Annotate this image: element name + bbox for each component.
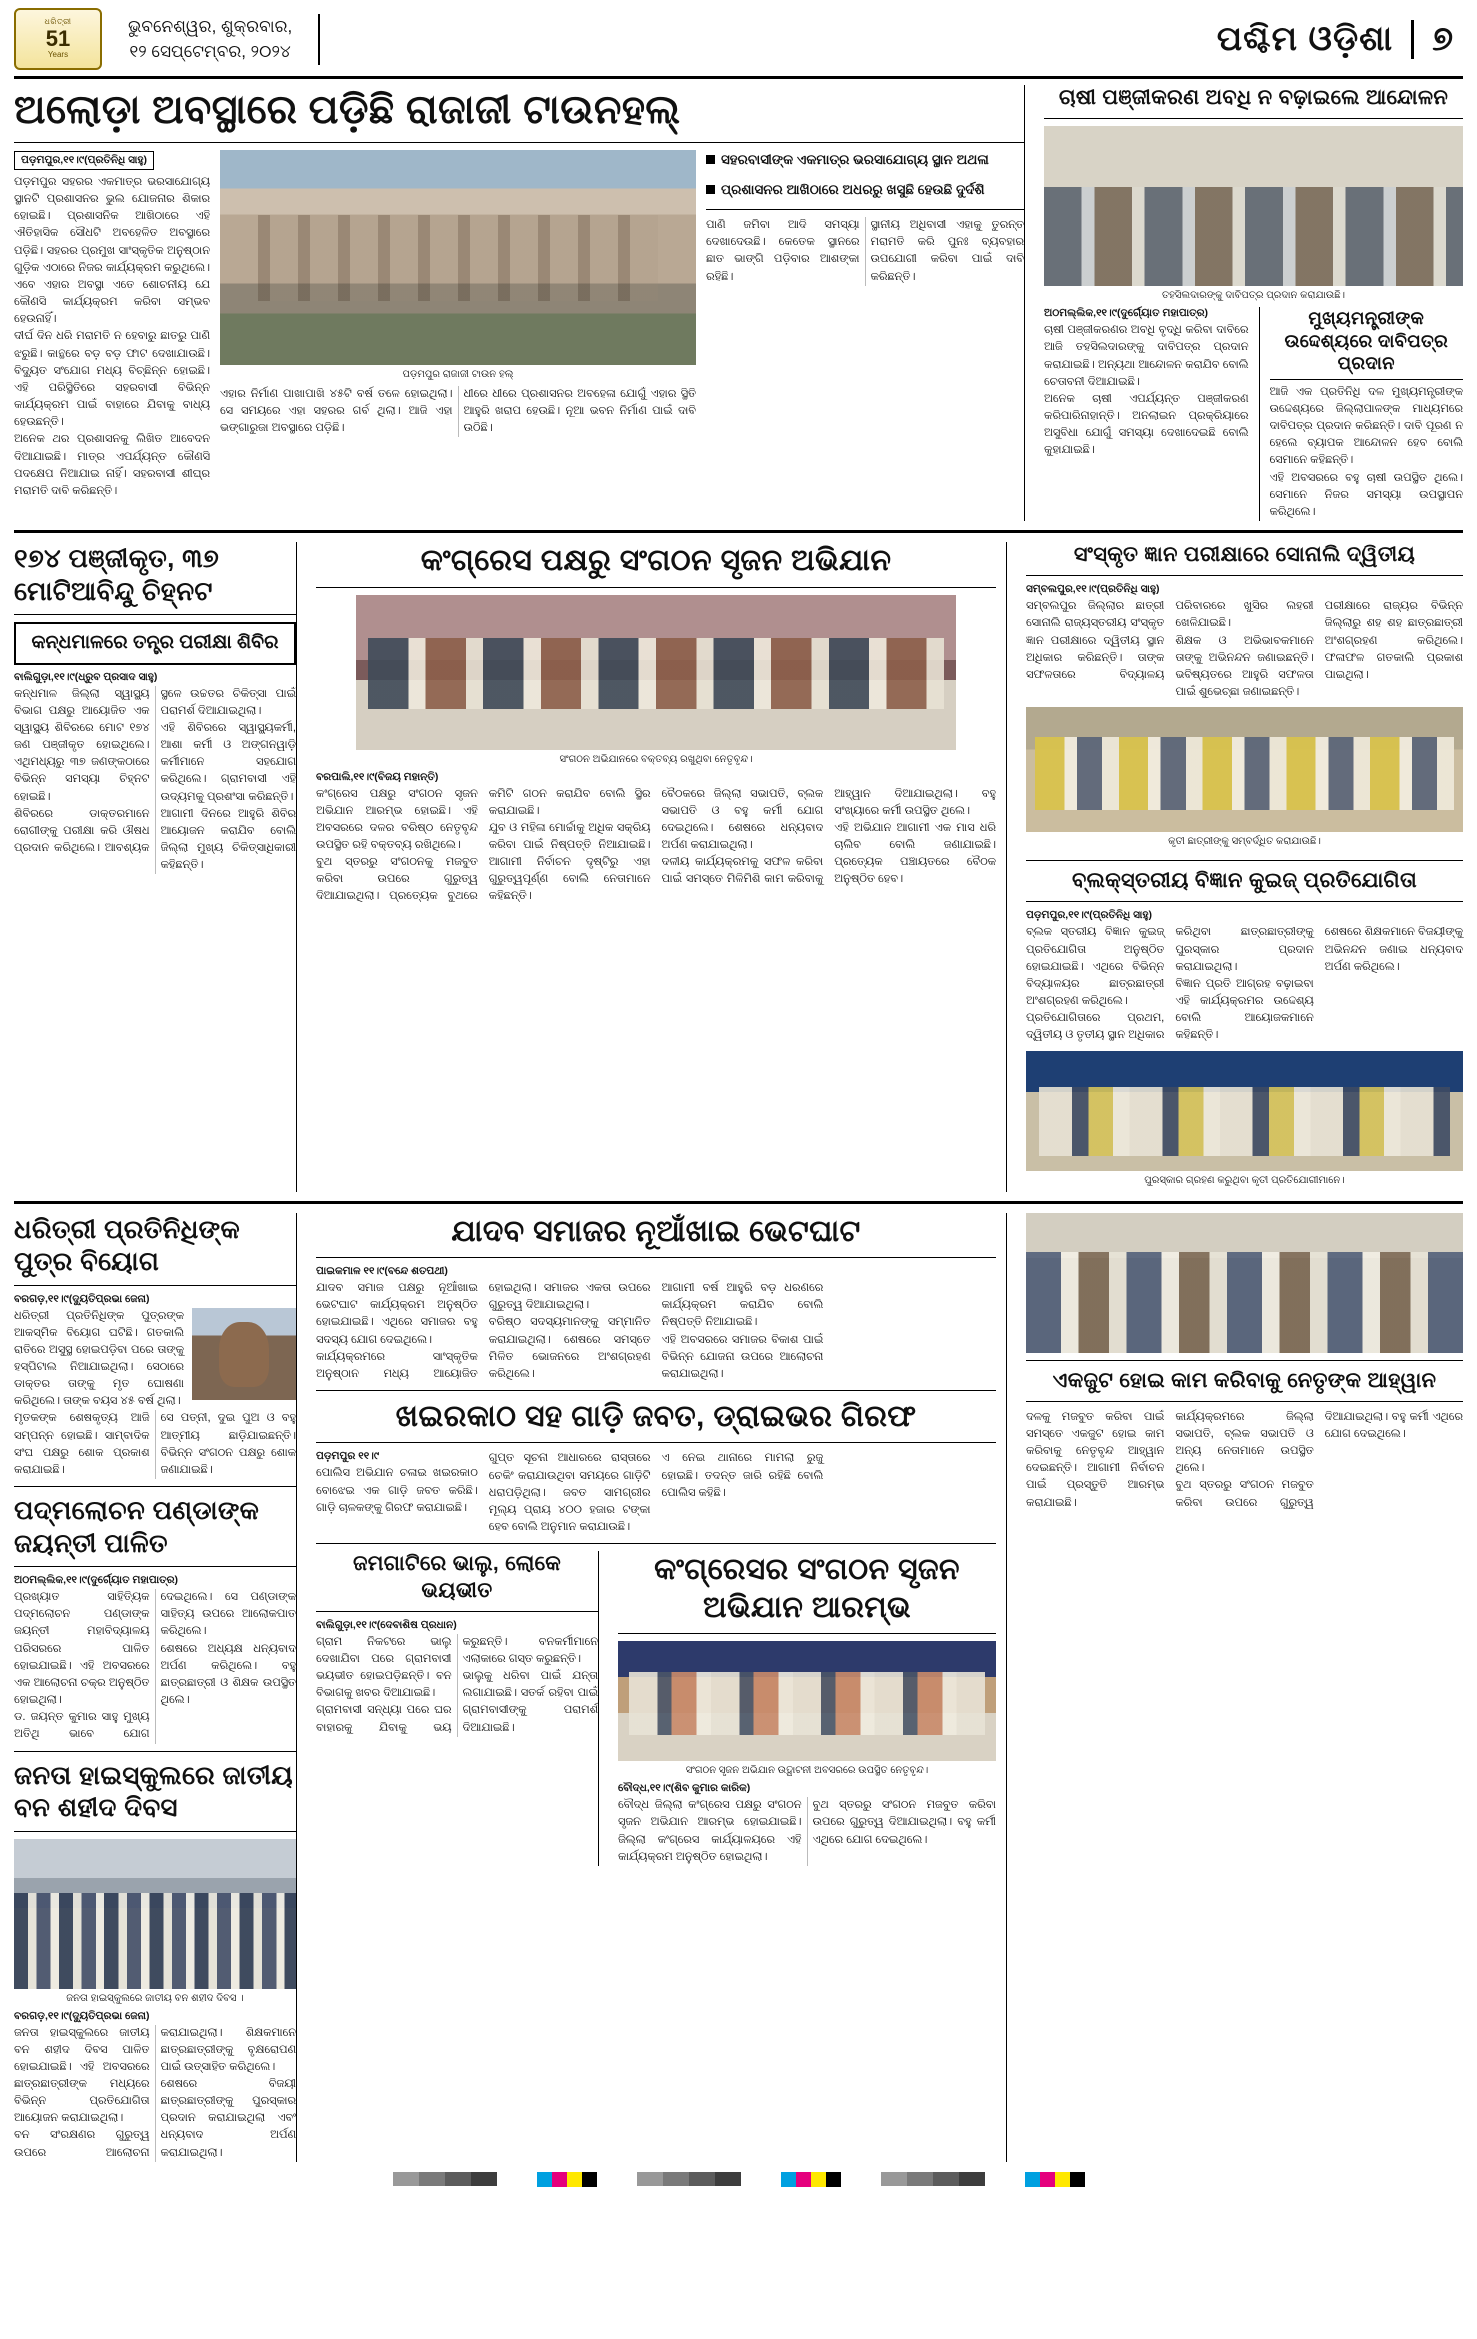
color-swatches-3 bbox=[1025, 2172, 1085, 2187]
column-rule bbox=[1006, 1213, 1016, 2162]
gray-ramp bbox=[393, 2172, 497, 2186]
obituary-para-1: ଧରିତ୍ରୀ ପ୍ରତିନିଧିଙ୍କ ପୁତ୍ରଙ୍କ ଆକସ୍ମିକ ବିୟୋଗ ଘଟିଛି। ଗତକାଲି ରାତିରେ ଅସୁସ୍ଥ ହୋଇପଡ଼ିବା ପରେ ତାଙ୍କୁ ହସ୍ପିଟାଲ ନିଆଯାଇଥିଲା। ସେଠାରେ ଡାକ୍ତର ତାଙ୍କୁ ମୃତ ଘୋଷଣା କରିଥିଲେ। ତାଙ୍କ ବୟସ ୪୫ ବର୍ଷ ଥିଲା। bbox=[14, 1309, 184, 1408]
seizure-dateline: ପଡ଼ମପୁର ୧୧।୯ bbox=[316, 1450, 380, 1463]
farmer-headline: ଚାଷୀ ପଞ୍ଜୀକରଣ ଅବଧି ନ ବଢ଼ାଇଲେ ଆନ୍ଦୋଳନ bbox=[1058, 86, 1449, 109]
farmer-photo bbox=[1044, 126, 1463, 286]
health-camp-para-2: ଶିବିରରେ ଡାକ୍ତରମାନେ ରୋଗୀଙ୍କୁ ପରୀକ୍ଷା କରି ଔଷଧ ପ୍ରଦାନ କରିଥିଲେ। ଆବଶ୍ୟକ ସ୍ଥଳେ ଉଚ୍ଚତର ଚିକିତ୍ସା ପାଇଁ ପରାମର୍ଶ ଦିଆଯାଇଥିଲା। bbox=[14, 687, 296, 855]
janata-school-para-3: ଶେଷରେ ବିଜୟୀ ଛାତ୍ରଛାତ୍ରୀଙ୍କୁ ପୁରସ୍କାର ପ୍ରଦାନ କରାଯାଇଥିଲା ଏବଂ ଧନ୍ୟବାଦ ଅର୍ପଣ କରାଯାଇଥିଲା। bbox=[160, 2077, 296, 2159]
logo-title: ଧରିତ୍ରୀ bbox=[44, 17, 72, 27]
ekjut-para-3: ବୁଥ ସ୍ତରରୁ ସଂଗଠନ ମଜବୁତ କରିବା ଉପରେ ଗୁରୁତ୍ୱ ଦିଆଯାଇଥିଲା। ବହୁ କର୍ମୀ ଏଥିରେ ଯୋଗ ଦେଇଥିଲେ। bbox=[1175, 1410, 1463, 1509]
science-quiz-para-2: ପ୍ରତିଯୋଗିତାରେ ପ୍ରଥମ, ଦ୍ୱିତୀୟ ଓ ତୃତୀୟ ସ୍ଥାନ ଅଧିକାର କରିଥିବା ଛାତ୍ରଛାତ୍ରୀଙ୍କୁ ପୁରସ୍କାର ପ୍ରଦାନ କରାଯାଇଥିଲା। bbox=[1026, 926, 1314, 1042]
yadav-para-3: ବରିଷ୍ଠ ସଦସ୍ୟମାନଙ୍କୁ ସମ୍ମାନିତ କରାଯାଇଥିଲା। ଶେଷରେ ସମସ୍ତେ ମିଳିତ ଭୋଜନରେ ଅଂଶଗ୍ରହଣ କରିଥିଲେ। bbox=[488, 1316, 651, 1380]
obituary-para-3: ସେ ପତ୍ନୀ, ଦୁଇ ପୁଅ ଓ ବହୁ ଆତ୍ମୀୟ ଛାଡ଼ିଯାଇଛନ୍ତି। ବିଭିନ୍ନ ସଂଗଠନ ପକ୍ଷରୁ ଶୋକ ଜଣାଯାଇଛି। bbox=[160, 1412, 296, 1476]
seizure-para-2: ଗୁପ୍ତ ସୂଚନା ଆଧାରରେ ରାସ୍ତାରେ ଚେକିଂ କରାଯାଉଥିବା ସମୟରେ ଗାଡ଼ିଟି ଧରାପଡ଼ିଥିଲା। ଜବତ ସାମଗ୍ରୀର ମୂଲ୍ୟ ପ୍ରାୟ ୪୦୦ ହଜାର ଟଙ୍କା ହେବ ବୋଲି ଅନୁମାନ କରାଯାଉଛି। bbox=[488, 1452, 651, 1534]
congress-dateline: ବରପାଲି,୧୧।୯(ବିଜୟ ମହାନ୍ତି) bbox=[316, 770, 439, 783]
sanskrit-para-3: ପରୀକ୍ଷାରେ ରାଜ୍ୟର ବିଭିନ୍ନ ଜିଲ୍ଲାରୁ ଶହ ଶହ ଛାତ୍ରଛାତ୍ରୀ ଅଂଶଗ୍ରହଣ କରିଥିଲେ। ଫଳାଫଳ ଗତକାଲି ପ୍ରକାଶ ପାଇଥିଲା। bbox=[1324, 600, 1463, 681]
janata-school-headline: ଜନତା ହାଇସ୍କୁଲରେ ଜାତୀୟ ବନ ଶହୀଦ ଦିବସ bbox=[14, 1759, 293, 1822]
health-camp-box-title: କନ୍ଧମାଳରେ ତନ୍ତ୍ର ପରୀକ୍ଷା ଶିବିର bbox=[14, 622, 296, 665]
lead-story bbox=[14, 85, 1024, 521]
janata-school-para-2: ବନ ସଂରକ୍ଷଣର ଗୁରୁତ୍ୱ ଉପରେ ଆଲୋଚନା କରାଯାଇଥିଲା। ଶିକ୍ଷକମାନେ ଛାତ୍ରଛାତ୍ରୀଙ୍କୁ ବୃକ୍ଷରୋପଣ ପାଇଁ ଉତ୍ସାହିତ କରିଥିଲେ। bbox=[14, 2026, 296, 2159]
health-camp-story bbox=[14, 542, 296, 1192]
lead-para-4: ଏହାର ନିର୍ମାଣ ପାଖାପାଖି ୪୫ଟି ବର୍ଷ ତଳେ ହୋଇଥିଲା। ସେ ସମୟରେ ଏହା ସହରର ଗର୍ବ ଥିଲା। ଆଜି ଏହା ଭଙ୍ଗାରୁଜା ଅବସ୍ଥାରେ ପଡ଼ିଛି। bbox=[220, 388, 453, 435]
health-camp-para-1: କନ୍ଧମାଳ ଜିଲ୍ଲା ସ୍ୱାସ୍ଥ୍ୟ ବିଭାଗ ପକ୍ଷରୁ ଆୟୋଜିତ ଏକ ସ୍ୱାସ୍ଥ୍ୟ ଶିବିରରେ ମୋଟ ୧୭୪ ଜଣ ପଞ୍ଜୀକୃତ ହୋଇଥିଲେ। ଏଥିମଧ୍ୟରୁ ୩୭ ଜଣଙ୍କଠାରେ ବିଭିନ୍ନ ସମସ୍ୟା ଚିହ୍ନଟ ହୋଇଛି। bbox=[14, 687, 150, 803]
janata-school-para-1: ଜନତା ହାଇସ୍କୁଲରେ ଜାତୀୟ ବନ ଶହୀଦ ଦିବସ ପାଳିତ ହୋଇଯାଇଛି। ଏହି ଅବସରରେ ଛାତ୍ରଛାତ୍ରୀଙ୍କ ମଧ୍ୟରେ ବିଭିନ୍ନ ପ୍ରତିଯୋଗିତା ଆୟୋଜନ କରାଯାଇଥିଲା। bbox=[14, 2026, 150, 2125]
boudh-congress-para-1: ବୌଦ୍ଧ ଜିଲ୍ଲା କଂଗ୍ରେସ ପକ୍ଷରୁ ସଂଗଠନ ସୃଜନ ଅଭିଯାନ ଆରମ୍ଭ ହୋଇଯାଇଛି। ଜିଲ୍ଲା କଂଗ୍ରେସ କାର୍ଯ୍ୟାଳୟରେ ଏହି କାର୍ଯ୍ୟକ୍ରମ ଅନୁଷ୍ଠିତ ହୋଇଥିଲା। bbox=[618, 1799, 802, 1863]
sanskrit-para-1: ସମ୍ବଲପୁର ଜିଲ୍ଲାର ଛାତ୍ରୀ ସୋନାଲି ରାଜ୍ୟସ୍ତରୀୟ ସଂସ୍କୃତ ଜ୍ଞାନ ପରୀକ୍ଷାରେ ଦ୍ୱିତୀୟ ସ୍ଥାନ ଅଧିକାର କରିଛନ୍ତି। ତାଙ୍କ ସଫଳତାରେ ବିଦ୍ୟାଳୟ ପରିବାରରେ ଖୁସିର ଲହରୀ ଖେଳିଯାଇଛି। bbox=[1026, 600, 1314, 681]
sanskrit-photo bbox=[1026, 707, 1463, 832]
newspaper-logo bbox=[14, 8, 102, 70]
lead-para-1: ପଡ଼ମପୁର ସହରର ଏକମାତ୍ର ଭରସାଯୋଗ୍ୟ ସ୍ଥାନଟି ପ୍ରଶାସନର ଭୁଲ ଯୋଜନାର ଶିକାର ହୋଇଛି। ପ୍ରଶାସନିକ ଆଖିଠାରେ ଏହି ଐତିହାସିକ ସୌଧଟି ଅବହେଳିତ ଅବସ୍ଥାରେ ପଡ଼ିଛି। ସହରର ପ୍ରମୁଖ ସାଂସ୍କୃତିକ ଅନୁଷ୍ଠାନ ଗୁଡ଼ିକ ଏଠାରେ ନିଜର କାର୍ଯ୍ୟକ୍ରମ କରୁଥିଲେ। ଏବେ ଏହାର ଅବସ୍ଥା ଏତେ ଶୋଚନୀୟ ଯେ କୌଣସି କାର୍ଯ୍ୟକ୍ରମ କରିବା ସମ୍ଭବ ହେଉନାହିଁ। bbox=[14, 176, 210, 326]
seizure-headline: ଖଇରକାଠ ସହ ଗାଡ଼ି ଜବତ, ଡ୍ରାଇଭର ଗିରଫ bbox=[395, 1399, 917, 1433]
congress-para-4: ବୈଠକରେ ଜିଲ୍ଲା ସଭାପତି, ବ୍ଲକ ସଭାପତି ଓ ବହୁ କର୍ମୀ ଯୋଗ ଦେଇଥିଲେ। ଶେଷରେ ଧନ୍ୟବାଦ ଅର୍ପଣ କରାଯାଇଥିଲା। bbox=[661, 787, 824, 851]
obituary-headline: ଧରିତ୍ରୀ ପ୍ରତିନିଧିଙ୍କ ପୁତ୍ର ବିୟୋଗ bbox=[14, 1213, 240, 1277]
bullet-square-icon bbox=[706, 155, 715, 164]
boudh-congress-para-2: ବୁଥ ସ୍ତରରୁ ସଂଗଠନ ମଜବୁତ କରିବା ଉପରେ ଗୁରୁତ୍ୱ ଦିଆଯାଇଥିଲା। ବହୁ କର୍ମୀ ଏଥିରେ ଯୋଗ ଦେଇଥିଲେ। bbox=[812, 1799, 996, 1846]
left-stack bbox=[14, 1213, 296, 2162]
congress-para-5: ଦଳୀୟ କାର୍ଯ୍ୟକ୍ରମକୁ ସଫଳ କରିବା ପାଇଁ ସମସ୍ତେ ମିଳିମିଶି କାମ କରିବାକୁ ଆହ୍ୱାନ ଦିଆଯାଇଥିଲା। ବହୁ ସଂଖ୍ୟାରେ କର୍ମୀ ଉପସ୍ଥିତ ଥିଲେ। bbox=[661, 787, 996, 886]
health-camp-para-4: ଆଗାମୀ ଦିନରେ ଆହୁରି ଶିବିର ଆୟୋଜନ କରାଯିବ ବୋଲି ଜିଲ୍ଲା ମୁଖ୍ୟ ଚିକିତ୍ସାଧିକାରୀ କହିଛନ୍ତି। bbox=[160, 807, 296, 872]
science-quiz-para-4: ଶେଷରେ ଶିକ୍ଷକମାନେ ବିଜୟୀଙ୍କୁ ଅଭିନନ୍ଦନ ଜଣାଇ ଧନ୍ୟବାଦ ଅର୍ପଣ କରିଥିଲେ। bbox=[1324, 926, 1463, 973]
bear-para-1: ଗ୍ରାମ ନିକଟରେ ଭାଲୁ ଦେଖାଯିବା ପରେ ଗ୍ରାମବାସୀ ଭୟଭୀତ ହୋଇପଡ଼ିଛନ୍ତି। ବନ ବିଭାଗକୁ ଖବର ଦିଆଯାଇଛି। bbox=[316, 1635, 452, 1700]
edition-date: ୧୨ ସେପ୍ଟେମ୍ବର, ୨୦୨୪ bbox=[129, 42, 291, 61]
page-number: ୭ bbox=[1411, 20, 1453, 59]
lead-headline: ଅଲୋଡ଼ା ଅବସ୍ଥାରେ ପଡ଼ିଛି ରାଜାଜୀ ଟାଉନହଲ୍ bbox=[14, 88, 681, 132]
farmer-para-1: ଚାଷୀ ପଞ୍ଜୀକରଣର ଅବଧି ବୃଦ୍ଧି କରିବା ଦାବିରେ ଆଜି ତହସିଲଦାରଙ୍କୁ ଦାବିପତ୍ର ପ୍ରଦାନ କରାଯାଇଛି। ଅନ୍ୟଥା ଆନ୍ଦୋଳନ କରାଯିବ ବୋଲି ଚେତାବନୀ ଦିଆଯାଇଛି। bbox=[1044, 324, 1249, 388]
masthead bbox=[14, 8, 1463, 79]
science-quiz-dateline: ପଡ଼ମପୁର,୧୧।୯(ପ୍ରତିନିଧି ସାହୁ) bbox=[1026, 909, 1153, 922]
logo-years-number: 51 bbox=[45, 25, 71, 51]
lead-bullet-2: ପ୍ରଶାସନର ଆଖିଠାରେ ଅଧରରୁ ଖସୁଛି ହେଉଛି ଦୁର୍ଦଶି bbox=[721, 181, 985, 197]
lead-para-6: ପାଣି ଜମିବା ଆଦି ସମସ୍ୟା ଦେଖାଦେଉଛି। କେତେକ ସ୍ଥାନରେ ଛାତ ଭାଙ୍ଗି ପଡ଼ିବାର ଆଶଙ୍କା ରହିଛି। bbox=[706, 219, 860, 283]
congress-photo bbox=[356, 595, 956, 750]
color-swatches-2 bbox=[781, 2172, 841, 2187]
seizure-para-1: ପୋଲିସ ଅଭିଯାନ ଚଳାଇ ଖଇରକାଠ ବୋଝେଇ ଏକ ଗାଡ଼ି ଜବତ କରିଛି। ଗାଡ଼ି ଚାଳକଙ୍କୁ ଗିରଫ କରାଯାଇଛି। bbox=[316, 1467, 478, 1514]
lead-photo-caption: ପଡ଼ମପୁର ରାଜାଜୀ ଟାଉନ ହଲ୍ bbox=[402, 369, 514, 380]
lead-para-2: ଦୀର୍ଘ ଦିନ ଧରି ମରାମତି ନ ହେବାରୁ ଛାତରୁ ପାଣି ଝରୁଛି। କାନ୍ଥରେ ବଡ଼ ବଡ଼ ଫାଟ ଦେଖାଯାଉଛି। ବିଦ୍ୟୁତ ସଂଯୋଗ ମଧ୍ୟ ବିଚ୍ଛିନ୍ନ ହୋଇଛି। ଏହି ପରିସ୍ଥିତିରେ ସହରବାସୀ ବିଭିନ୍ନ କାର୍ଯ୍ୟକ୍ରମ ପାଇଁ ବାହାରେ ଯିବାକୁ ବାଧ୍ୟ ହେଉଛନ୍ତି। bbox=[14, 330, 210, 429]
padmalochan-para-2: ଡ. ଜୟନ୍ତ କୁମାର ସାହୁ ମୁଖ୍ୟ ଅତିଥି ଭାବେ ଯୋଗ ଦେଇଥିଲେ। ସେ ପଣ୍ଡାଙ୍କ ସାହିତ୍ୟ ଉପରେ ଆଲୋକପାତ କରିଥିଲେ। bbox=[14, 1591, 296, 1741]
health-camp-para-3: ଏହି ଶିବିରରେ ସ୍ୱାସ୍ଥ୍ୟକର୍ମୀ, ଆଶା କର୍ମୀ ଓ ଅଙ୍ଗନୱାଡ଼ି କର୍ମୀମାନେ ସହଯୋଗ କରିଥିଲେ। ଗ୍ରାମବାସୀ ଏହି ଉଦ୍ୟମକୁ ପ୍ରଶଂସା କରିଛନ୍ତି। bbox=[160, 722, 296, 803]
masthead-right bbox=[340, 20, 1463, 59]
color-swatches-1 bbox=[537, 2172, 597, 2187]
science-quiz-photo bbox=[1026, 1051, 1463, 1171]
yadav-headline: ଯାଦବ ସମାଜର ନୂଆଁଖାଇ ଭେଟଘାଟ bbox=[451, 1214, 861, 1248]
congress-photo-caption: ସଂଗଠନ ଅଭିଯାନରେ ବକ୍ତବ୍ୟ ରଖୁଥିବା ନେତୃବୃନ୍ଦ। bbox=[559, 753, 753, 765]
lead-para-7: ସ୍ଥାନୀୟ ଅଧିବାସୀ ଏହାକୁ ତୁରନ୍ତ ମରାମତି କରି ପୁନଃ ବ୍ୟବହାର ଉପଯୋଗୀ କରିବା ପାଇଁ ଦାବି କରିଛନ୍ତି। bbox=[870, 219, 1024, 283]
ekjut-headline: ଏକଜୁଟ ହୋଇ କାମ କରିବାକୁ ନେତୃଙ୍କ ଆହ୍ୱାନ bbox=[1052, 1368, 1437, 1392]
health-camp-dateline: ବାଲିଗୁଡ଼ା,୧୧।୯(ଧ୍ରୁବ ପ୍ରସାଦ ସାହୁ) bbox=[14, 670, 158, 683]
congress-headline: କଂଗ୍ରେସ ପକ୍ଷରୁ ସଂଗଠନ ସୃଜନ ଅଭିଯାନ bbox=[420, 544, 892, 577]
congress-para-3: ଯୁବ ଓ ମହିଳା ମୋର୍ଚ୍ଚାକୁ ଅଧିକ ସକ୍ରିୟ କରିବା ପାଇଁ ନିଷ୍ପତ୍ତି ନିଆଯାଇଛି। ଆଗାମୀ ନିର୍ବାଚନ ଦୃଷ୍ଟିରୁ ଏହା ଗୁରୁତ୍ୱପୂର୍ଣ୍ଣ ବୋଲି ନେତାମାନେ କହିଛନ୍ତି। bbox=[488, 821, 651, 903]
ekjut-para-1: ଦଳକୁ ମଜବୁତ କରିବା ପାଇଁ ସମସ୍ତେ ଏକଜୁଟ ହୋଇ କାମ କରିବାକୁ ନେତୃବୃନ୍ଦ ଆହ୍ୱାନ ଦେଇଛନ୍ତି। ଆଗାମୀ ନିର୍ବାଚନ ପାଇଁ ପ୍ରସ୍ତୁତି ଆରମ୍ଭ କରାଯାଇଛି। bbox=[1026, 1410, 1165, 1509]
right-stack bbox=[1016, 1213, 1463, 2162]
padmalochan-para-3: ଶେଷରେ ଅଧ୍ୟକ୍ଷ ଧନ୍ୟବାଦ ଅର୍ପଣ କରିଥିଲେ। ବହୁ ଛାତ୍ରଛାତ୍ରୀ ଓ ଶିକ୍ଷକ ଉପସ୍ଥିତ ଥିଲେ। bbox=[160, 1642, 296, 1707]
lead-photo bbox=[220, 150, 696, 365]
column-rule bbox=[296, 1213, 306, 2162]
lead-bullets bbox=[706, 150, 1024, 199]
sanskrit-exam-story bbox=[1016, 542, 1463, 1192]
congress-story bbox=[306, 542, 1006, 1192]
farmer-photo-caption: ତହସିଲଦାରଙ୍କୁ ଦାବିପତ୍ର ପ୍ରଦାନ କରାଯାଉଛି। bbox=[1161, 290, 1346, 302]
farmer-dateline: ଅଠମଲ୍ଲିକ,୧୧।୯(ଦୁର୍ଗ୍ୟୋତ ମହାପାତ୍ର) bbox=[1044, 307, 1209, 320]
logo-years-label: Years bbox=[47, 50, 69, 60]
column-rule bbox=[598, 1551, 608, 1866]
science-quiz-para-1: ବ୍ଲକ ସ୍ତରୀୟ ବିଜ୍ଞାନ କୁଇଜ୍ ପ୍ରତିଯୋଗିତା ଅନୁଷ୍ଠିତ ହୋଇଯାଇଛି। ଏଥିରେ ବିଭିନ୍ନ ବିଦ୍ୟାଳୟର ଛାତ୍ରଛାତ୍ରୀ ଅଂଶଗ୍ରହଣ କରିଥିଲେ। bbox=[1026, 926, 1165, 1008]
congress-para-6: ଏହି ଅଭିଯାନ ଆଗାମୀ ଏକ ମାସ ଧରି ଚାଲିବ ବୋଲି ଜଣାଯାଇଛି। ପ୍ରତ୍ୟେକ ପଞ୍ଚାୟତରେ ବୈଠକ ଅନୁଷ୍ଠିତ ହେବ। bbox=[834, 821, 996, 886]
cm-memorandum-para-1: ଆଜି ଏକ ପ୍ରତିନିଧି ଦଳ ମୁଖ୍ୟମନ୍ତ୍ରୀଙ୍କ ଉଦ୍ଦେଶ୍ୟରେ ଜିଲ୍ଲାପାଳଙ୍କ ମାଧ୍ୟମରେ ଦାବିପତ୍ର ପ୍ରଦାନ କରିଛନ୍ତି। ଦାବି ପୂରଣ ନ ହେଲେ ବ୍ୟାପକ ଆନ୍ଦୋଳନ ହେବ ବୋଲି ସେମାନେ କହିଛନ୍ତି। bbox=[1269, 385, 1463, 467]
cm-memorandum-headline: ମୁଖ୍ୟମନ୍ତ୍ରୀଙ୍କ ଉଦ୍ଦେଶ୍ୟରେ ଦାବିପତ୍ର ପ୍ରଦାନ bbox=[1270, 307, 1464, 380]
janata-school-photo bbox=[14, 1839, 296, 1989]
column-rule bbox=[296, 542, 306, 1192]
yadav-para-5: ଏହି ଅବସରରେ ସମାଜର ବିକାଶ ପାଇଁ ବିଭିନ୍ନ ଯୋଜନା ଉପରେ ଆଲୋଚନା କରାଯାଇଥିଲା। bbox=[661, 1333, 824, 1380]
padmalochan-dateline: ଅଠମଲ୍ଲିକ,୧୧।୯(ଦୁର୍ଗ୍ୟୋତ ମହାପାତ୍ର) bbox=[14, 1574, 179, 1587]
yadav-para-2: କାର୍ଯ୍ୟକ୍ରମରେ ସାଂସ୍କୃତିକ ଅନୁଷ୍ଠାନ ମଧ୍ୟ ଆୟୋଜିତ ହୋଇଥିଲା। ସମାଜର ଏକତା ଉପରେ ଗୁରୁତ୍ୱ ଦିଆଯାଇଥିଲା। bbox=[316, 1282, 651, 1380]
column-rule bbox=[1024, 85, 1034, 521]
congress-para-1: କଂଗ୍ରେସ ପକ୍ଷରୁ ସଂଗଠନ ସୃଜନ ଅଭିଯାନ ଆରମ୍ଭ ହୋଇଛି। ଏହି ଅବସରରେ ଦଳର ବରିଷ୍ଠ ନେତୃବୃନ୍ଦ ଉପସ୍ଥିତ ରହି ବକ୍ତବ୍ୟ ରଖିଥିଲେ। bbox=[316, 787, 478, 851]
seizure-para-3: ଏ ନେଇ ଥାନାରେ ମାମଲା ରୁଜୁ ହୋଇଛି। ତଦନ୍ତ ଜାରି ରହିଛି ବୋଲି ପୋଲିସ କହିଛି। bbox=[661, 1452, 824, 1499]
sanskrit-headline: ସଂସ୍କୃତ ଜ୍ଞାନ ପରୀକ୍ଷାରେ ସୋନାଲି ଦ୍ୱିତୀୟ bbox=[1073, 543, 1416, 566]
science-quiz-headline: ବ୍ଲକ୍‌ସ୍ତରୀୟ ବିଜ୍ଞାନ କୁଇଜ୍ ପ୍ରତିଯୋଗିତା bbox=[1072, 869, 1417, 893]
yadav-dateline: ପାଇକମାଳ ୧୧।୯(ବନ୍ଦେ ଶତପଥୀ) bbox=[316, 1265, 448, 1278]
ekjut-para-2: କାର୍ଯ୍ୟକ୍ରମରେ ଜିଲ୍ଲା ସଭାପତି, ବ୍ଲକ ସଭାପତି ଓ ଅନ୍ୟ ନେତାମାନେ ଉପସ୍ଥିତ ଥିଲେ। bbox=[1175, 1410, 1314, 1475]
farmer-para-2: ଅନେକ ଚାଷୀ ଏପର୍ଯ୍ୟନ୍ତ ପଞ୍ଜୀକରଣ କରିପାରିନାହାନ୍ତି। ଅନଲାଇନ ପ୍ରକ୍ରିୟାରେ ଅସୁବିଧା ଯୋଗୁଁ ସମସ୍ୟା ଦେଖାଦେଇଛି ବୋଲି କୁହାଯାଇଛି। bbox=[1044, 392, 1249, 457]
edition-dateline bbox=[102, 14, 320, 65]
sanskrit-para-2: ଶିକ୍ଷକ ଓ ଅଭିଭାବକମାନେ ତାଙ୍କୁ ଅଭିନନ୍ଦନ ଜଣାଇଛନ୍ତି। ଭବିଷ୍ୟତରେ ଆହୁରି ସଫଳତା ପାଇଁ ଶୁଭେଚ୍ଛା ଜଣାଇଛନ୍ତି। bbox=[1175, 634, 1314, 699]
janata-school-photo-caption: ଜନତା ହାଇସ୍କୁଲରେ ଜାତୀୟ ବନ ଶହୀଦ ଦିବସ । bbox=[66, 1992, 244, 2004]
lead-bullet-1: ସହରବାସୀଙ୍କ ଏକମାତ୍ର ଭରସାଯୋଗ୍ୟ ସ୍ଥାନ ଅଥଳା bbox=[721, 152, 989, 167]
obituary-portrait-photo bbox=[192, 1308, 296, 1400]
boudh-congress-dateline: ବୌଦ୍ଧ,୧୧।୯(ଶିବ କୁମାର କାରିକ) bbox=[618, 1782, 751, 1795]
janata-school-dateline: ବରଗଡ଼,୧୧।୯(ଦ୍ୟୁତିପ୍ରଭା ଜେନା) bbox=[14, 2009, 150, 2022]
edition-place: ଭୁବନେଶ୍ୱର, ଶୁକ୍ରବାର, bbox=[128, 16, 293, 36]
boudh-congress-headline: କଂଗ୍ରେସର ସଂଗଠନ ସୃଜନ ଅଭିଯାନ ଆରମ୍ଭ bbox=[654, 1553, 960, 1624]
health-camp-headline: ୧୭୪ ପଞ୍ଜୀକୃତ, ୩୭ ମୋଟିଆବିନ୍ଦୁ ଚିହ୍ନଟ bbox=[14, 543, 220, 606]
science-quiz-photo-caption: ପୁରସ୍କାର ଗ୍ରହଣ କରୁଥିବା କୃତୀ ପ୍ରତିଯୋଗୀମାନେ। bbox=[1144, 1174, 1345, 1186]
bear-para-2: ଗ୍ରାମବାସୀ ସନ୍ଧ୍ୟା ପରେ ଘର ବାହାରକୁ ଯିବାକୁ ଭୟ କରୁଛନ୍ତି। ବନକର୍ମୀମାନେ ଏଲାକାରେ ଗସ୍ତ କରୁଛନ୍ତି। bbox=[316, 1635, 598, 1734]
yadav-para-4: ଆଗାମୀ ବର୍ଷ ଆହୁରି ବଡ଼ ଧରଣରେ କାର୍ଯ୍ୟକ୍ରମ କରାଯିବ ବୋଲି ନିଷ୍ପତ୍ତି ନିଆଯାଇଛି। bbox=[661, 1282, 824, 1329]
handover-photo bbox=[1026, 1213, 1463, 1353]
print-registration-bar bbox=[14, 2162, 1463, 2193]
sanskrit-photo-caption: କୃତୀ ଛାତ୍ରୀଙ୍କୁ ସମ୍ବର୍ଦ୍ଧିତ କରାଯାଉଛି। bbox=[1168, 836, 1321, 848]
obituary-dateline: ବରଗଡ଼,୧୧।୯(ଦ୍ୟୁତିପ୍ରଭା ଜେନା) bbox=[14, 1292, 150, 1305]
column-rule bbox=[1006, 542, 1016, 1192]
cm-memorandum-para-2: ଏହି ଅବସରରେ ବହୁ ଚାଷୀ ଉପସ୍ଥିତ ଥିଲେ। ସେମାନେ ନିଜର ସମସ୍ୟା ଉପସ୍ଥାପନ କରିଥିଲେ। bbox=[1269, 471, 1463, 518]
padmalochan-headline: ପଦ୍ମଲୋଚନ ପଣ୍ଡାଙ୍କ ଜୟନ୍ତୀ ପାଳିତ bbox=[14, 1495, 260, 1558]
edition-title: ପଶ୍ଚିମ ଓଡ଼ିଶା bbox=[1216, 19, 1394, 58]
boudh-congress-photo bbox=[618, 1641, 996, 1761]
science-quiz-para-3: ବିଜ୍ଞାନ ପ୍ରତି ଆଗ୍ରହ ବଢ଼ାଇବା ଏହି କାର୍ଯ୍ୟକ୍ରମର ଉଦ୍ଦେଶ୍ୟ ବୋଲି ଆୟୋଜକମାନେ କହିଛନ୍ତି। bbox=[1175, 977, 1314, 1042]
lead-dateline: ପଡ଼ମପୁର,୧୧।୯(ପ୍ରତିନିଧି ସାହୁ) bbox=[14, 151, 154, 170]
bear-para-3: ଭାଲୁକୁ ଧରିବା ପାଇଁ ଯନ୍ତା ଲଗାଯାଇଛି। ସତର୍କ ରହିବା ପାଇଁ ଗ୍ରାମବାସୀଙ୍କୁ ପରାମର୍ଶ ଦିଆଯାଇଛି। bbox=[462, 1670, 598, 1734]
boudh-congress-photo-caption: ସଂଗଠନ ସୃଜନ ଅଭିଯାନ ଉଦ୍ଘାଟନୀ ଅବସରରେ ଉପସ୍ଥିତ ନେତୃବୃନ୍ଦ। bbox=[685, 1765, 929, 1777]
bear-story bbox=[316, 1551, 598, 1866]
padmalochan-para-1: ପ୍ରଖ୍ୟାତ ସାହିତ୍ୟିକ ପଦ୍ମଲୋଚନ ପଣ୍ଡାଙ୍କ ଜୟନ୍ତୀ ମହାବିଦ୍ୟାଳୟ ପରିସରରେ ପାଳିତ ହୋଇଯାଇଛି। ଏହି ଅବସରରେ ଏକ ଆଲୋଚନା ଚକ୍ର ଅନୁଷ୍ଠିତ ହୋଇଥିଲା। bbox=[14, 1591, 150, 1707]
center-stack bbox=[306, 1213, 1006, 2162]
gray-ramp-3 bbox=[881, 2172, 985, 2186]
sanskrit-dateline: ସମ୍ବଲପୁର,୧୧।୯(ପ୍ରତିନିଧି ସାହୁ) bbox=[1026, 583, 1160, 596]
lead-para-3: ଅନେକ ଥର ପ୍ରଶାସନକୁ ଲିଖିତ ଆବେଦନ ଦିଆଯାଇଛି। ମାତ୍ର ଏପର୍ଯ୍ୟନ୍ତ କୌଣସି ପଦକ୍ଷେପ ନିଆଯାଇ ନାହିଁ। ସହରବାସୀ ଶୀଘ୍ର ମରାମତି ଦାବି କରିଛନ୍ତି। bbox=[14, 433, 210, 497]
farmer-registration-story bbox=[1034, 85, 1463, 521]
obituary-para-2: ମୃତକଙ୍କ ଶେଷକୃତ୍ୟ ଆଜି ସମ୍ପନ୍ନ ହୋଇଛି। ସାମ୍ବାଦିକ ସଂଘ ପକ୍ଷରୁ ଶୋକ ପ୍ରକାଶ କରାଯାଇଛି। bbox=[14, 1412, 150, 1476]
boudh-congress-story bbox=[608, 1551, 996, 1866]
bullet-square-icon bbox=[706, 185, 715, 194]
lead-para-5: ଧୀରେ ଧୀରେ ପ୍ରଶାସନର ଅବହେଳା ଯୋଗୁଁ ଏହାର ସ୍ଥିତି ଆହୁରି ଖରାପ ହେଉଛି। ନୂଆ ଭବନ ନିର୍ମାଣ ପାଇଁ ଦାବି ଉଠିଛି। bbox=[463, 388, 696, 435]
congress-para-2: ବୁଥ ସ୍ତରରୁ ସଂଗଠନକୁ ମଜବୁତ କରିବା ଉପରେ ଗୁରୁତ୍ୱ ଦିଆଯାଇଥିଲା। ପ୍ରତ୍ୟେକ ବୁଥରେ କମିଟି ଗଠନ କରାଯିବ ବୋଲି ସ୍ଥିର କରାଯାଇଛି। bbox=[316, 787, 651, 903]
bear-dateline: ବାଲିଗୁଡ଼ା,୧୧।୯(ଦେବାଶିଷ ପ୍ରଧାନ) bbox=[316, 1618, 457, 1631]
gray-ramp-2 bbox=[637, 2172, 741, 2186]
yadav-para-1: ଯାଦବ ସମାଜ ପକ୍ଷରୁ ନୂଆଁଖାଇ ଭେଟଘାଟ କାର୍ଯ୍ୟକ୍ରମ ଅନୁଷ୍ଠିତ ହୋଇଯାଇଛି। ଏଥିରେ ସମାଜର ବହୁ ସଦସ୍ୟ ଯୋଗ ଦେଇଥିଲେ। bbox=[316, 1282, 478, 1346]
bear-headline: ଜମଗାଟିରେ ଭାଲୁ, ଲୋକେ ଭୟଭୀତ bbox=[352, 1552, 562, 1602]
